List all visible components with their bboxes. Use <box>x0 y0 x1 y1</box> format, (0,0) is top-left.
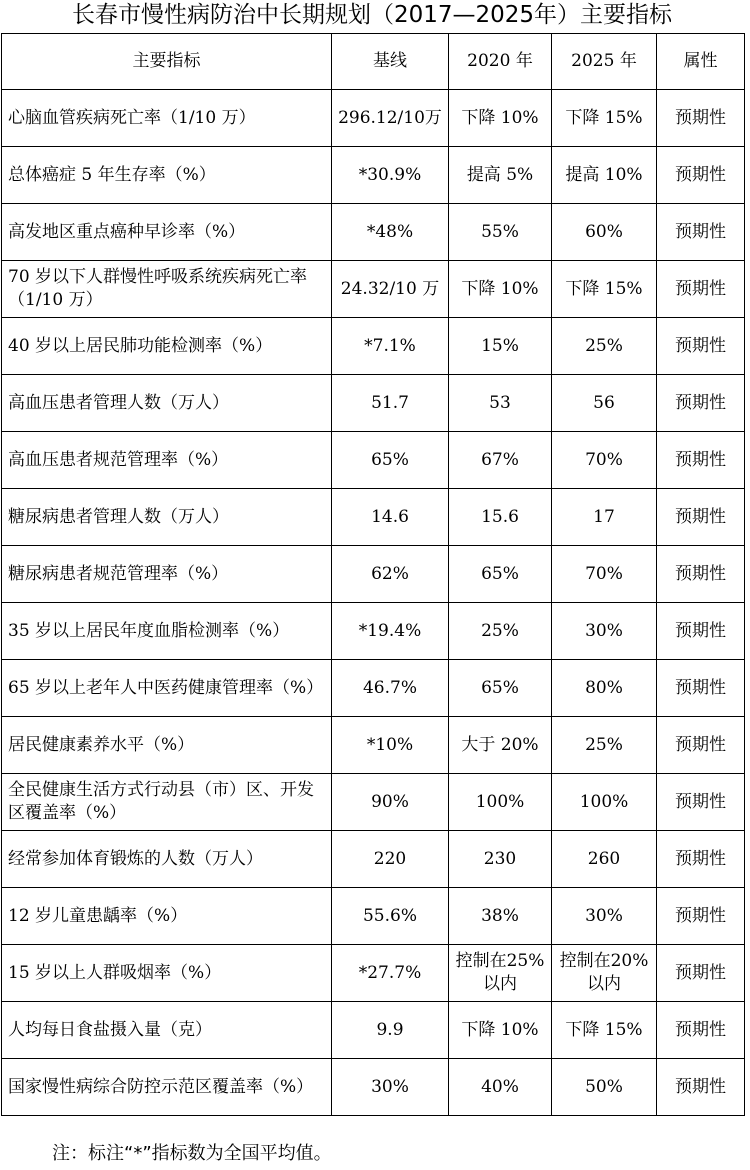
target-2025-cell: 50% <box>552 1059 657 1116</box>
table-row <box>2 774 745 831</box>
indicator-cell: 居民健康素养水平（%） <box>2 717 332 774</box>
target-2020-cell: 65% <box>449 546 552 603</box>
target-2020-cell: 230 <box>449 831 552 888</box>
target-2020-cell: 55% <box>449 204 552 261</box>
table-row <box>2 1059 745 1116</box>
baseline-cell: 296.12/10万 <box>332 90 449 147</box>
table-row <box>2 831 745 888</box>
attribute-cell: 预期性 <box>657 375 745 432</box>
indicator-cell: 15 岁以上人群吸烟率（%） <box>2 945 332 1002</box>
target-2025-cell: 下降 15% <box>552 1002 657 1059</box>
indicator-cell: 心脑血管疾病死亡率（1/10 万） <box>2 90 332 147</box>
attribute-cell: 预期性 <box>657 660 745 717</box>
target-2020-cell: 下降 10% <box>449 90 552 147</box>
target-2020-cell: 提高 5% <box>449 147 552 204</box>
table-row <box>2 375 745 432</box>
attribute-cell: 预期性 <box>657 888 745 945</box>
baseline-cell: 65% <box>332 432 449 489</box>
indicator-cell: 全民健康生活方式行动县（市）区、开发区覆盖率（%） <box>2 774 332 831</box>
baseline-cell: 220 <box>332 831 449 888</box>
baseline-cell: 14.6 <box>332 489 449 546</box>
table-row <box>2 546 745 603</box>
attribute-cell: 预期性 <box>657 1002 745 1059</box>
table-row <box>2 1002 745 1059</box>
table-row <box>2 888 745 945</box>
target-2020-cell: 下降 10% <box>449 261 552 318</box>
attribute-cell: 预期性 <box>657 945 745 1002</box>
target-2020-cell: 大于 20% <box>449 717 552 774</box>
table-row <box>2 318 745 375</box>
baseline-cell: 9.9 <box>332 1002 449 1059</box>
target-2025-cell: 30% <box>552 603 657 660</box>
baseline-cell: *7.1% <box>332 318 449 375</box>
indicator-cell: 65 岁以上老年人中医药健康管理率（%） <box>2 660 332 717</box>
target-2025-cell: 控制在20%以内 <box>552 945 657 1002</box>
baseline-cell: 51.7 <box>332 375 449 432</box>
target-2025-cell: 260 <box>552 831 657 888</box>
target-2025-cell: 30% <box>552 888 657 945</box>
baseline-cell: 30% <box>332 1059 449 1116</box>
attribute-cell: 预期性 <box>657 774 745 831</box>
target-2020-cell: 53 <box>449 375 552 432</box>
header-row <box>2 34 745 90</box>
baseline-cell: 90% <box>332 774 449 831</box>
table-row <box>2 660 745 717</box>
indicator-cell: 总体癌症 5 年生存率（%） <box>2 147 332 204</box>
attribute-cell: 预期性 <box>657 261 745 318</box>
target-2020-cell: 25% <box>449 603 552 660</box>
target-2025-cell: 56 <box>552 375 657 432</box>
baseline-cell: 62% <box>332 546 449 603</box>
target-2025-cell: 60% <box>552 204 657 261</box>
table-row <box>2 489 745 546</box>
target-2020-cell: 38% <box>449 888 552 945</box>
table-body <box>2 34 745 1116</box>
header-attribute: 属性 <box>657 34 745 90</box>
target-2025-cell: 25% <box>552 318 657 375</box>
indicator-cell: 国家慢性病综合防控示范区覆盖率（%） <box>2 1059 332 1116</box>
indicator-cell: 高血压患者规范管理率（%） <box>2 432 332 489</box>
baseline-cell: *27.7% <box>332 945 449 1002</box>
table-row <box>2 147 745 204</box>
target-2020-cell: 67% <box>449 432 552 489</box>
attribute-cell: 预期性 <box>657 90 745 147</box>
baseline-cell: 46.7% <box>332 660 449 717</box>
document-title: 长春市慢性病防治中长期规划（2017—2025年）主要指标 <box>71 2 673 28</box>
header-indicator: 主要指标 <box>2 34 332 90</box>
table-row <box>2 432 745 489</box>
indicator-cell: 高发地区重点癌种早诊率（%） <box>2 204 332 261</box>
table-row <box>2 204 745 261</box>
indicator-cell: 经常参加体育锻炼的人数（万人） <box>2 831 332 888</box>
target-2025-cell: 70% <box>552 546 657 603</box>
target-2020-cell: 控制在25%以内 <box>449 945 552 1002</box>
indicator-cell: 35 岁以上居民年度血脂检测率（%） <box>2 603 332 660</box>
target-2025-cell: 提高 10% <box>552 147 657 204</box>
baseline-cell: *19.4% <box>332 603 449 660</box>
target-2025-cell: 下降 15% <box>552 90 657 147</box>
target-2020-cell: 40% <box>449 1059 552 1116</box>
attribute-cell: 预期性 <box>657 147 745 204</box>
attribute-cell: 预期性 <box>657 717 745 774</box>
header-2025: 2025 年 <box>552 34 657 90</box>
attribute-cell: 预期性 <box>657 831 745 888</box>
header-baseline: 基线 <box>332 34 449 90</box>
attribute-cell: 预期性 <box>657 1059 745 1116</box>
attribute-cell: 预期性 <box>657 432 745 489</box>
target-2020-cell: 65% <box>449 660 552 717</box>
target-2020-cell: 下降 10% <box>449 1002 552 1059</box>
target-2020-cell: 15% <box>449 318 552 375</box>
header-2020: 2020 年 <box>449 34 552 90</box>
target-2020-cell: 15.6 <box>449 489 552 546</box>
table-row <box>2 261 745 318</box>
indicator-cell: 70 岁以下人群慢性呼吸系统疾病死亡率（1/10 万） <box>2 261 332 318</box>
table-row <box>2 603 745 660</box>
indicator-cell: 糖尿病患者规范管理率（%） <box>2 546 332 603</box>
target-2025-cell: 70% <box>552 432 657 489</box>
baseline-cell: *10% <box>332 717 449 774</box>
footnote: 注：标注“*”指标数为全国平均值。 <box>52 1143 332 1164</box>
table-row <box>2 90 745 147</box>
indicator-cell: 12 岁儿童患龋率（%） <box>2 888 332 945</box>
attribute-cell: 预期性 <box>657 603 745 660</box>
target-2025-cell: 100% <box>552 774 657 831</box>
baseline-cell: *30.9% <box>332 147 449 204</box>
indicators-table <box>1 33 745 1116</box>
indicator-cell: 糖尿病患者管理人数（万人） <box>2 489 332 546</box>
baseline-cell: 55.6% <box>332 888 449 945</box>
attribute-cell: 预期性 <box>657 489 745 546</box>
target-2025-cell: 25% <box>552 717 657 774</box>
target-2025-cell: 80% <box>552 660 657 717</box>
baseline-cell: *48% <box>332 204 449 261</box>
table-row <box>2 945 745 1002</box>
indicator-cell: 40 岁以上居民肺功能检测率（%） <box>2 318 332 375</box>
attribute-cell: 预期性 <box>657 318 745 375</box>
attribute-cell: 预期性 <box>657 204 745 261</box>
indicator-cell: 高血压患者管理人数（万人） <box>2 375 332 432</box>
baseline-cell: 24.32/10 万 <box>332 261 449 318</box>
target-2020-cell: 100% <box>449 774 552 831</box>
attribute-cell: 预期性 <box>657 546 745 603</box>
table-row <box>2 717 745 774</box>
target-2025-cell: 下降 15% <box>552 261 657 318</box>
target-2025-cell: 17 <box>552 489 657 546</box>
indicator-cell: 人均每日食盐摄入量（克） <box>2 1002 332 1059</box>
